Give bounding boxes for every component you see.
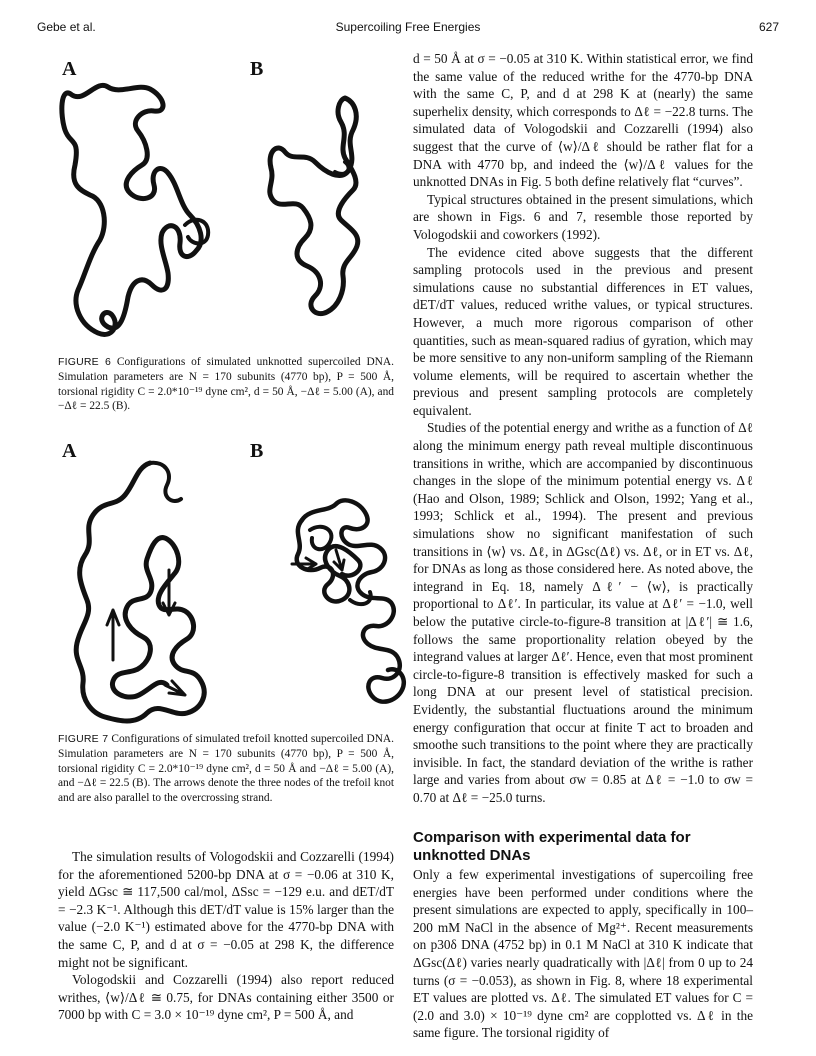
right-paragraph-2: Typical structures obtained in the present simulations, which are shown in Figs. 6 and 7, resemble those reported by Vologodskii and coworkers (1992). xyxy=(413,191,753,242)
figure-7-caption xyxy=(58,732,394,806)
section-body xyxy=(413,866,753,1042)
figure-6-panel-a-label: A xyxy=(62,58,77,80)
right-column-text xyxy=(413,50,753,807)
right-paragraph-1: d = 50 Å at σ = −0.05 at 310 K. Within statistical error, we find the same value of the reduced writhe for the 4770-bp DNA with the same C, P, and d at 298 K at (nearly) the same superhelix density, which corresponds to Δℓ = −22.8 turns. The simulated data of Vologodskii and Cozzarelli (1994) also suggest that the curve of ⟨w⟩/Δℓ should be rather flat for a DNA with 4770 bp, and indeed the ⟨w⟩/Δℓ values for the unknotted DNAs in Fig. 5 both define relatively flat “curves”. xyxy=(413,51,753,190)
figure-6-panel-b-label: B xyxy=(250,58,264,80)
figure-6-caption-label: FIGURE 6 xyxy=(58,356,112,368)
right-paragraph-3: The evidence cited above suggests that the different sampling protocols used in the previous and present simulations cause no substantial differences in ET values, dET/dT values, reduced writhe values, or typical structures. However, a much more rigorous comparison of other quantities, such as mean-squared radius of gyration, which may be more sensitive to any non-uniform sampling of the Riemann volume elements, will be required to ascertain whether the previous and present sampling protocols are completely equivalent. xyxy=(413,244,753,418)
header-title: Supercoiling Free Energies xyxy=(335,20,481,34)
figure-7-panel-a-label: A xyxy=(62,440,77,462)
header-authors: Gebe et al. xyxy=(37,20,96,34)
left-column-text xyxy=(58,848,394,1024)
figure-7-caption-text: Configurations of simulated trefoil knotted supercoiled DNA. Simulation parameters are N = 170 subunits (4770 bp), P = 500 Å, torsional rigidity C = 2.0*10⁻¹⁹ dyne cm², d = 50 Å and −Δℓ = 5.00 (A), and −Δℓ = 22.5 (B). The arrows denote the three nodes of the trefoil knot and are also parallel to the overcrossing strand. xyxy=(58,733,394,805)
section-paragraph-1: Only a few experimental investigations of supercoiling free energies have been performed under conditions where the present simulations are expected to apply, specifically in 100–200 mM NaCl in the absence of Mg²⁺. Recent measurements on p30δ DNA (4752 bp) in 0.1 M NaCl at 310 K indicate that ΔGsc(Δℓ) varies nearly quadratically with |Δℓ| from 0 up to 24 turns (σ = −0.053), as shown in Fig. 8, where 18 experimental ET values are plotted vs. Δℓ. The simulated ET values for C = (2.0 and 3.0) × 10⁻¹⁹ dyne cm² are copplotted vs. Δℓ in the same figure. The torsional rigidity of xyxy=(413,867,753,1041)
running-header xyxy=(37,20,779,38)
section-heading: Comparison with experimental data for unknotted DNAs xyxy=(413,829,691,864)
figure-6-panel-a-structure xyxy=(50,75,230,350)
figure-7-panel-b-structure xyxy=(280,490,425,715)
figure-7-panel-a-structure xyxy=(55,455,245,740)
page-number: 627 xyxy=(758,20,779,34)
figure-6-caption xyxy=(58,355,394,414)
figure-6-panel-b-structure xyxy=(245,90,385,325)
figure-6-caption-text: Configurations of simulated unknotted supercoiled DNA. Simulation parameters are N = 170 subunits (4770 bp), P = 500 Å, torsional rigidity C = 2.0*10⁻¹⁹ dyne cm², d = 50 Å, −Δℓ = 5.00 (A), and −Δℓ = 22.5 (B). xyxy=(58,356,394,413)
figure-7-caption-label: FIGURE 7 xyxy=(58,733,109,745)
figure-7-panel-b-label: B xyxy=(250,440,264,462)
left-paragraph-2: Vologodskii and Cozzarelli (1994) also report reduced writhes, ⟨w⟩/Δℓ ≅ 0.75, for DNAs containing either 3500 or 7000 bp with C = 3.0 × 10⁻¹⁹ dyne cm², P = 500 Å, and xyxy=(58,972,394,1023)
left-paragraph-1: The simulation results of Vologodskii and Cozzarelli (1994) for the aforementioned 5200-bp DNA at σ = −0.06 at 310 K, yield ΔGsc ≅ 117,500 cal/mol, ΔSsc = −129 e.u. and dET/dT = −2.3 K⁻¹. Although this dET/dT value is 15% larger than the value (−2.0 K⁻¹) estimated above for the 4770-bp DNA with the same C, P, and d at σ = −0.05 at 298 K, the difference might not be significant. xyxy=(58,849,394,970)
right-paragraph-4: Studies of the potential energy and writhe as a function of Δℓ along the minimum energy path reveal multiple discontinuous transitions in writhe, which are accompanied by discontinuous changes in the slope of the minimum potential energy vs. Δℓ (Hao and Olson, 1989; Schlick and Olson, 1992; Yang et al., 1993; Schlick et al., 1994). The present and previous simulations show no significant manifestation of such transitions in ⟨w⟩ vs. Δℓ, in ΔGsc(Δℓ) vs. Δℓ, or in ET vs. Δℓ, for DNAs as long as those considered here. As noted above, the integrand in Eq. 18, namely Δℓ′ − ⟨w⟩, is practically proportional to Δℓ′. In particular, its value at Δℓ′ = −1.0, well below the putative circle-to-figure-8 transition at |Δℓ′| ≅ 1.6, follows the same proportionality relation obeyed by the integrand values at larger Δℓ′. Hence, even that most prominent circle-to-figure-8 transition is effectively masked for such a long DNA at our present level of statistical precision. Evidently, the substantial fluctuations around the minimum energy configuration that occur at finite T act to broaden and smoothe such transitions to the point where they are practically invisible. In fact, the standard deviation of the writhe is rather large and varies from about σw = 0.85 at Δℓ = −1.0 to σw = 0.70 at Δℓ = −25.0 turns. xyxy=(413,420,753,805)
